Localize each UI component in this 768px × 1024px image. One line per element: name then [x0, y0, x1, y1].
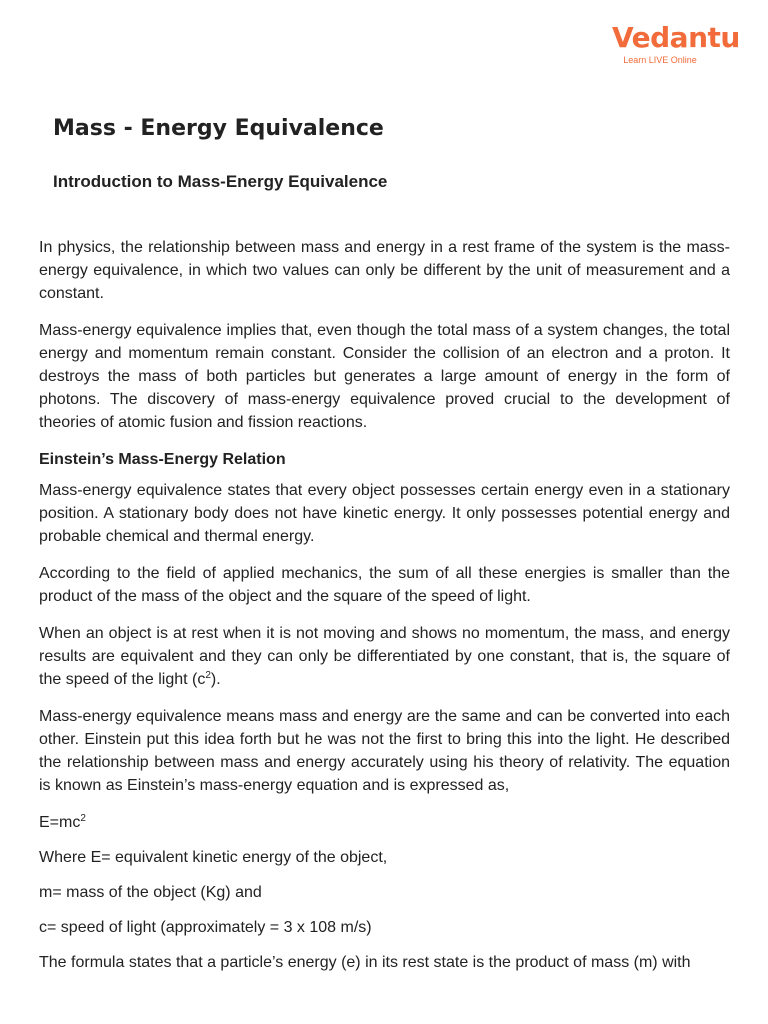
- intro-heading: Introduction to Mass-Energy Equivalence: [53, 172, 388, 191]
- vedantu-logo: [612, 21, 740, 66]
- at-rest-text: When an object is at rest when it is not moving and shows no momentum, the mass, and energy results are equivalent and they can only be differentiated by one constant, that is, the square of the speed of the light (c: [39, 625, 730, 688]
- logo-wordmark: Vedantu: [612, 21, 740, 54]
- paragraph-applied-mechanics: According to the field of applied mechanics, the sum of all these energies is smaller than the product of the mass of the object and the square of the speed of light.: [39, 565, 730, 605]
- paragraph-at-rest: [39, 622, 730, 691]
- equation-base: E=mc: [39, 814, 81, 831]
- paragraph-formula-statement: The formula states that a particle’s energy (e) in its rest state is the product of mass (m) with: [39, 954, 691, 971]
- equation-exponent: 2: [80, 813, 86, 824]
- paragraph-einstein-equation-intro: Mass-energy equivalence means mass and energy are the same and can be converted into each other. Einstein put this idea forth but he was not the first to bring this into the light. He described the relationship between mass and energy accurately using his theory of relativity. The equation is known as Einstein’s mass-energy equation and is expressed as,: [39, 708, 730, 794]
- document-body: [39, 236, 730, 988]
- logo-tagline: Learn LIVE Online: [623, 55, 697, 65]
- paragraph-definition: In physics, the relationship between mass and energy in a rest frame of the system is the mass-energy equivalence, in which two values can only be different by the unit of measurement and a constant.: [39, 239, 730, 302]
- page-title: Mass - Energy Equivalence: [53, 116, 384, 141]
- equation: [39, 811, 730, 834]
- where-c-line: c= speed of light (approximately = 3 x 108 m/s): [39, 919, 372, 936]
- paragraph-stationary-energy: Mass-energy equivalence states that every object possesses certain energy even in a stationary position. A stationary body does not have kinetic energy. It only possesses potential energy and probable chemical and thermal energy.: [39, 482, 730, 545]
- superscript-2: 2: [205, 670, 211, 681]
- paragraph-implication: Mass-energy equivalence implies that, even though the total mass of a system changes, the total energy and momentum remain constant. Consider the collision of an electron and a proton. It destroys the mass of both particles but generates a large amount of energy in the form of photons. The discovery of mass-energy equivalence proved crucial to the development of theories of atomic fusion and fission reactions.: [39, 322, 730, 431]
- where-m-line: m= mass of the object (Kg) and: [39, 884, 262, 901]
- einstein-relation-heading: Einstein’s Mass-Energy Relation: [39, 451, 286, 468]
- at-rest-end: ).: [210, 671, 221, 688]
- where-e-line: Where E= equivalent kinetic energy of the object,: [39, 849, 388, 866]
